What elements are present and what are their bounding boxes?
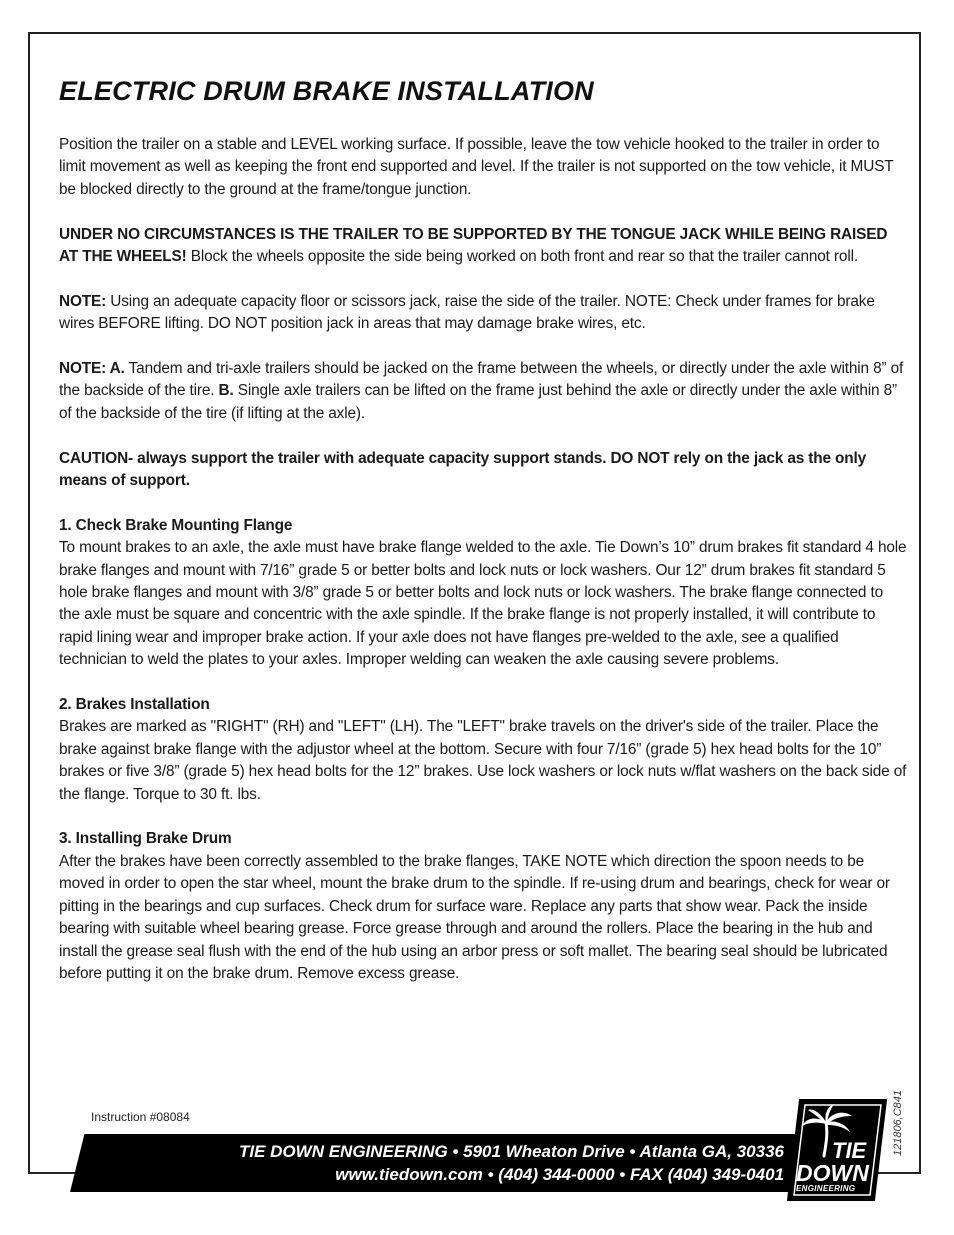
document-code (888, 1080, 908, 1166)
warning-paragraph (59, 224, 907, 269)
tie-down-logo (786, 1098, 890, 1202)
step-section (59, 515, 907, 672)
note-label-b: B. (218, 382, 234, 400)
intro-paragraph: Position the trailer on a stable and LEVEL working surface. If possible, leave the tow vehicle hooked to the trailer in order to limit movement as well as keeping the front end supported and level. If the trailer is not supported on the tow vehicle, it MUST be blocked directly to the ground at the frame/tongue junction. (59, 136, 894, 198)
note-text: Using an adequate capacity floor or scissors jack, raise the side of the trailer. NOTE: Check under frames for brake wires BEFORE lifting. DO NOT position jack in areas that may damage brake wires, etc. (59, 292, 875, 333)
document-code-text: 121806,C841 (892, 1089, 904, 1157)
company-contact: www.tiedown.com • (404) 344-0000 • FAX (404) 349-0401 (335, 1165, 784, 1184)
note-text-a: Tandem and tri-axle trailers should be jacked on the frame between the wheels, or directly under the axle within 8” of the backside of the tire. (59, 360, 904, 400)
step-heading: 1. Check Brake Mounting Flange (59, 516, 293, 534)
step-body: After the brakes have been correctly assembled to the brake flanges, TAKE NOTE which direction the spoon needs to be moved in order to open the star wheel, mount the brake drum to the spindle. If re-using drum and bearings, check for wear or pitting in the bearings and cup surfaces. Check drum for surface ware. Replace any parts that show wear. Pack the inside bearing with suitable wheel bearing grease. Force grease through and around the rollers. Place the bearing in the hub and install the grease seal flush with the end of the hub using an arbor press or soft mallet. The bearing seal should be lubricated before putting it on the brake drum. Remove excess grease. (59, 852, 890, 982)
company-address: TIE DOWN ENGINEERING • 5901 Wheaton Drive • Atlanta GA, 30336 (238, 1142, 784, 1161)
caution-paragraph (59, 448, 907, 493)
step-heading: 2. Brakes Installation (59, 696, 210, 714)
warning-bold: UNDER NO CIRCUMSTANCES IS THE TRAILER TO BE SUPPORTED BY THE TONGUE JACK WHILE BEING RAISED AT THE WHEELS! (59, 225, 888, 266)
step-section (59, 694, 907, 806)
caution-text: CAUTION- always support the trailer with adequate capacity support stands. DO NOT rely on the jack as the only means of support. (59, 449, 867, 490)
note-paragraph-2 (59, 358, 907, 425)
note-text-b: Single axle trailers can be lifted on the frame just behind the axle or directly under the axle within 8” of the backside of the tire (if lifting at the axle). (59, 382, 897, 422)
footer-banner-text (90, 1140, 784, 1186)
instruction-number: Instruction #08084 (91, 1110, 190, 1124)
note-label: NOTE: (59, 292, 107, 310)
step-body: To mount brakes to an axle, the axle must have brake flange welded to the axle. Tie Down’s 10” drum brakes fit standard 4 hole brake flanges and mount with 7/16” grade 5 or better bolts and lock nuts or lock washers. Our 12” drum brakes fit standard 5 hole brake flanges and mount with 3/8” grade 5 or better bolts and lock nuts or lock washers. The brake flange connected to the axle must be square and concentric with the axle spindle. If the brake flange is not properly installed, it will contribute to rapid lining wear and improper brake action. If your axle does not have flanges pre-welded to the axle, see a qualified technician to weld the plates to your axles. Improper welding can weaken the axle causing severe problems. (59, 539, 907, 669)
logo-word-engineering: ENGINEERING (796, 1184, 856, 1193)
logo-word-down: DOWN (796, 1160, 869, 1186)
note-label-a: NOTE: A. (59, 360, 125, 378)
step-heading: 3. Installing Brake Drum (59, 830, 232, 848)
note-paragraph-1 (59, 291, 907, 336)
warning-text: Block the wheels opposite the side being worked on both front and rear so that the trailer cannot roll. (186, 248, 858, 266)
page-title: ELECTRIC DRUM BRAKE INSTALLATION (59, 76, 594, 106)
logo-word-tie: TIE (832, 1138, 867, 1163)
step-body: Brakes are marked as "RIGHT" (RH) and "LEFT" (LH). The "LEFT" brake travels on the driver's side of the trailer. Place the brake against brake flange with the adjustor wheel at the bottom. Secure with four 7/16” (grade 5) hex head bolts for the 10” brakes or five 3/8” (grade 5) hex head bolts for the 12” brakes. Use lock washers or lock nuts w/flat washers on the back side of the flange. Torque to 30 ft. lbs. (59, 718, 907, 803)
step-section (59, 828, 907, 985)
instructions-body (59, 134, 907, 1008)
